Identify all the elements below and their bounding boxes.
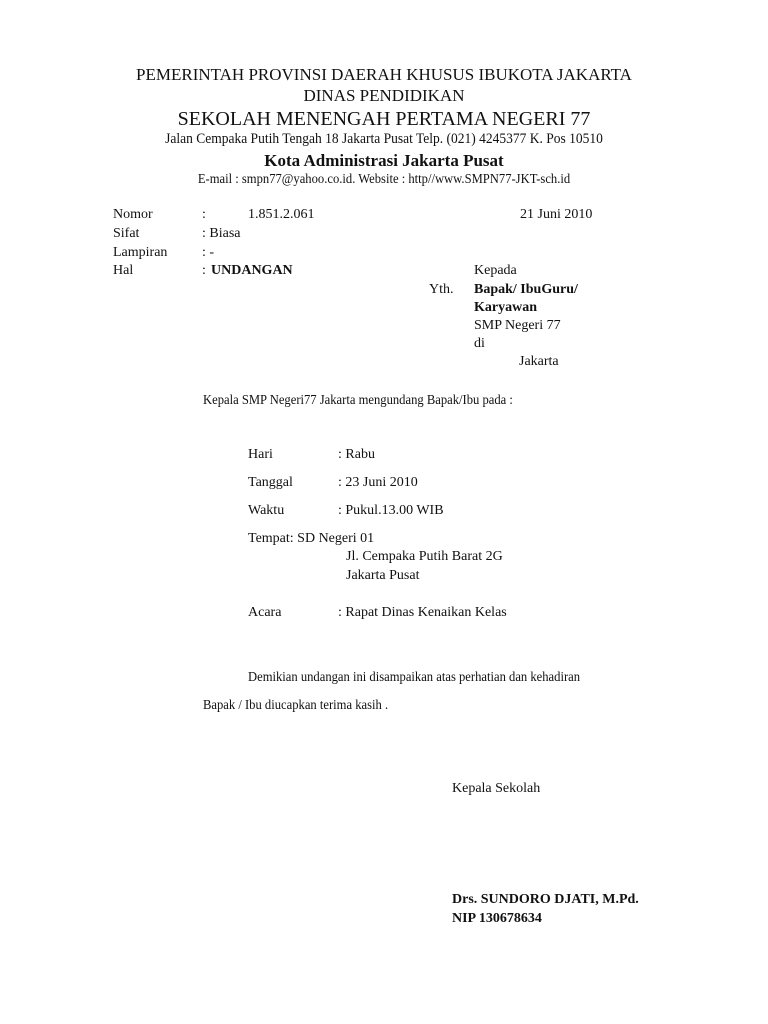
recipient-org: SMP Negeri 77	[474, 318, 561, 333]
letterhead-department: DINAS PENDIDIKAN	[303, 86, 465, 105]
hari-value: : Rabu	[338, 447, 375, 462]
acara-value: : Rapat Dinas Kenaikan Kelas	[338, 605, 507, 620]
letterhead-school-name: SEKOLAH MENENGAH PERTAMA NEGERI 77	[177, 108, 591, 130]
tanggal-label: Tanggal	[248, 475, 293, 490]
hari-label: Hari	[248, 447, 273, 462]
closing-line2: Bapak / Ibu diucapkan terima kasih .	[203, 698, 389, 713]
sifat-label: Sifat	[113, 226, 140, 241]
letterhead-government: PEMERINTAH PROVINSI DAERAH KHUSUS IBUKOTA JAKARTA	[136, 65, 632, 84]
sifat-value: : Biasa	[202, 226, 241, 241]
letter-date: 21 Juni 2010	[520, 207, 593, 222]
recipient-name-line2: Karyawan	[474, 300, 537, 315]
letterhead-contact: E-mail : smpn77@yahoo.co.id. Website : http//www.SMPN77-JKT-sch.id	[197, 172, 571, 187]
closing-line1: Demikian undangan ini disampaikan atas perhatian dan kehadiran	[248, 670, 581, 685]
tanggal-value: : 23 Juni 2010	[338, 475, 418, 490]
recipient-yth: Yth.	[429, 282, 454, 297]
tempat-address-line2: Jakarta Pusat	[346, 568, 420, 583]
nomor-value: 1.851.2.061	[248, 207, 315, 222]
signature-name: Drs. SUNDORO DJATI, M.Pd.	[452, 892, 639, 907]
nomor-colon: :	[202, 207, 206, 222]
recipient-name-line1: Bapak/ IbuGuru/	[474, 282, 578, 297]
hal-value: UNDANGAN	[211, 263, 293, 278]
opening-sentence: Kepala SMP Negeri77 Jakarta mengundang Bapak/Ibu pada :	[203, 393, 513, 408]
recipient-city: Jakarta	[519, 354, 559, 369]
recipient-kepada: Kepada	[474, 263, 517, 278]
recipient-di: di	[474, 336, 485, 351]
tempat-line: Tempat: SD Negeri 01	[248, 531, 375, 546]
hal-colon: :	[202, 263, 206, 278]
signature-title: Kepala Sekolah	[452, 781, 541, 796]
tempat-address-line1: Jl. Cempaka Putih Barat 2G	[346, 549, 503, 564]
signature-nip: NIP 130678634	[452, 911, 542, 926]
nomor-label: Nomor	[113, 207, 153, 222]
acara-label: Acara	[248, 605, 282, 620]
lampiran-value: : -	[202, 245, 215, 260]
waktu-label: Waktu	[248, 503, 285, 518]
hal-label: Hal	[113, 263, 134, 278]
letterhead-address: Jalan Cempaka Putih Tengah 18 Jakarta Pusat Telp. (021) 4245377 K. Pos 10510	[165, 131, 603, 147]
letterhead-city: Kota Administrasi Jakarta Pusat	[264, 151, 504, 170]
waktu-value: : Pukul.13.00 WIB	[338, 503, 444, 518]
lampiran-label: Lampiran	[113, 245, 168, 260]
